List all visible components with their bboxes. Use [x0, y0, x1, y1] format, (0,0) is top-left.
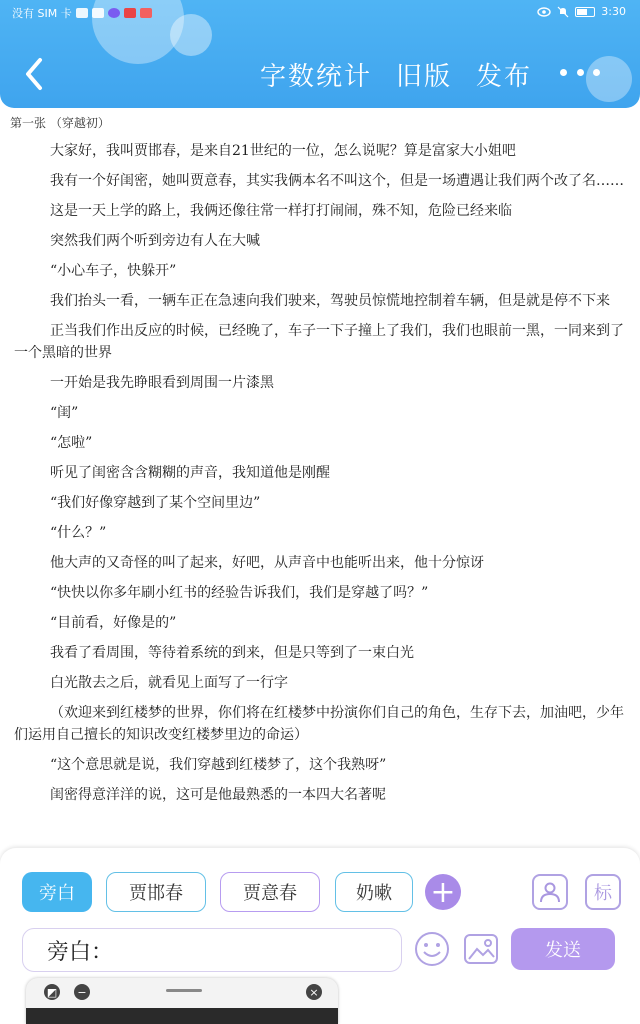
floating-window[interactable]: [26, 978, 338, 1024]
dialogue-input[interactable]: [22, 928, 402, 972]
floating-window-content: [26, 1008, 338, 1024]
story-paragraph: 我看了看周围，等待着系统的到来，但是只等到了一束白光: [50, 645, 414, 661]
story-paragraph: “怎啦”: [50, 435, 93, 451]
person-icon: [538, 880, 562, 904]
carrier-text: 没有 SIM 卡: [12, 7, 72, 20]
story-paragraph: 我有一个好闺密，她叫贾意春，其实我俩本名不叫这个，但是一场遭遇让我们两个改了名……: [50, 173, 624, 189]
story-paragraph: 突然我们两个听到旁边有人在大喊: [50, 233, 260, 249]
old-version-button[interactable]: 旧版: [396, 62, 453, 92]
chapter-title: 第一张 （穿越初）: [10, 116, 110, 130]
add-role-button[interactable]: +: [425, 874, 461, 910]
story-paragraph: 他大声的又奇怪的叫了起来，好吧，从声音中也能听出来，他十分惊讶: [50, 555, 484, 571]
story-paragraph: “快快以你多年刷小红书的经验告诉我们，我们是穿越了吗？”: [50, 585, 429, 601]
story-paragraph: （欢迎来到红楼梦的世界，你们将在红楼梦中扮演你们自己的角色，生存下去，加油吧，少年们运用自己擅长的知识改变红楼梦里边的命运）: [14, 705, 624, 743]
emoji-button[interactable]: [413, 930, 451, 968]
story-paragraph: “小心车子，快躲开”: [50, 263, 177, 279]
story-paragraph: 闺密得意洋洋的说，这可是他最熟悉的一本四大名著呢: [50, 787, 386, 803]
story-paragraph: 正当我们作出反应的时候，已经晚了，车子一下子撞上了我们，我们也眼前一黑，一同来到了一个黑暗的世界: [14, 323, 624, 361]
battery-level: [577, 9, 587, 15]
image-icon: [462, 930, 500, 968]
app-notification-icon: [124, 8, 136, 18]
chevron-left-icon: [20, 54, 50, 94]
story-paragraph: 这是一天上学的路上，我俩还像往常一样打打闹闹，殊不知，危险已经来临: [50, 203, 512, 219]
story-paragraph: “什么？”: [50, 525, 107, 541]
close-icon[interactable]: ×: [306, 984, 322, 1000]
story-paragraph: 白光散去之后，就看见上面写了一行字: [50, 675, 288, 691]
story-paragraph: “这个意思就是说，我们穿越到红楼梦了，这个我熟呀”: [50, 757, 387, 773]
story-paragraph: 大家好，我叫贾邯春，是来自21世纪的一位，怎么说呢？算是富家大小姐吧: [50, 143, 516, 159]
minimize-icon[interactable]: −: [74, 984, 90, 1000]
role-chip-narrator[interactable]: 旁白: [22, 872, 92, 912]
app-notification-icon: [108, 8, 120, 18]
role-chip[interactable]: 贾意春: [220, 872, 320, 912]
send-button[interactable]: 发送: [511, 928, 615, 970]
role-chip[interactable]: 奶嗽: [335, 872, 413, 912]
story-paragraph: “目前看，好像是的”: [50, 615, 177, 631]
app-header: [0, 0, 640, 108]
back-button[interactable]: [20, 54, 50, 94]
drag-handle[interactable]: [166, 989, 202, 992]
character-button[interactable]: [532, 874, 568, 910]
story-paragraph: “闺”: [50, 405, 79, 421]
label-button[interactable]: 标: [585, 874, 621, 910]
speaker-label: 旁白：: [47, 939, 114, 965]
paragraph-list: [14, 140, 626, 806]
battery-icon: [575, 7, 595, 17]
header-actions: [260, 56, 532, 93]
story-content[interactable]: [0, 114, 640, 846]
publish-button[interactable]: 发布: [476, 62, 533, 92]
resize-icon[interactable]: ◩: [44, 984, 60, 1000]
eye-icon: [537, 7, 551, 17]
more-button[interactable]: [560, 64, 600, 80]
sim-icon: [76, 8, 88, 18]
more-dots-icon: [560, 69, 567, 76]
story-paragraph: “我们好像穿越到了某个空间里边”: [50, 495, 261, 511]
story-paragraph: 我们抬头一看，一辆车正在急速向我们驶来，驾驶员惊慌地控制着车辆，但是就是停不下来: [50, 293, 610, 309]
role-chip[interactable]: 贾邯春: [106, 872, 206, 912]
status-bar: [0, 0, 640, 24]
smiley-icon: [413, 930, 451, 968]
wifi-icon: [92, 8, 104, 18]
clock: 3:30: [601, 5, 626, 18]
story-paragraph: 听见了闺密含含糊糊的声音，我知道他是刚醒: [50, 465, 330, 481]
mute-bell-icon: [557, 6, 569, 18]
image-button[interactable]: [462, 930, 500, 968]
word-count-button[interactable]: 字数统计: [260, 62, 373, 92]
story-paragraph: 一开始是我先睁眼看到周围一片漆黑: [50, 375, 274, 391]
app-notification-icon: [140, 8, 152, 18]
